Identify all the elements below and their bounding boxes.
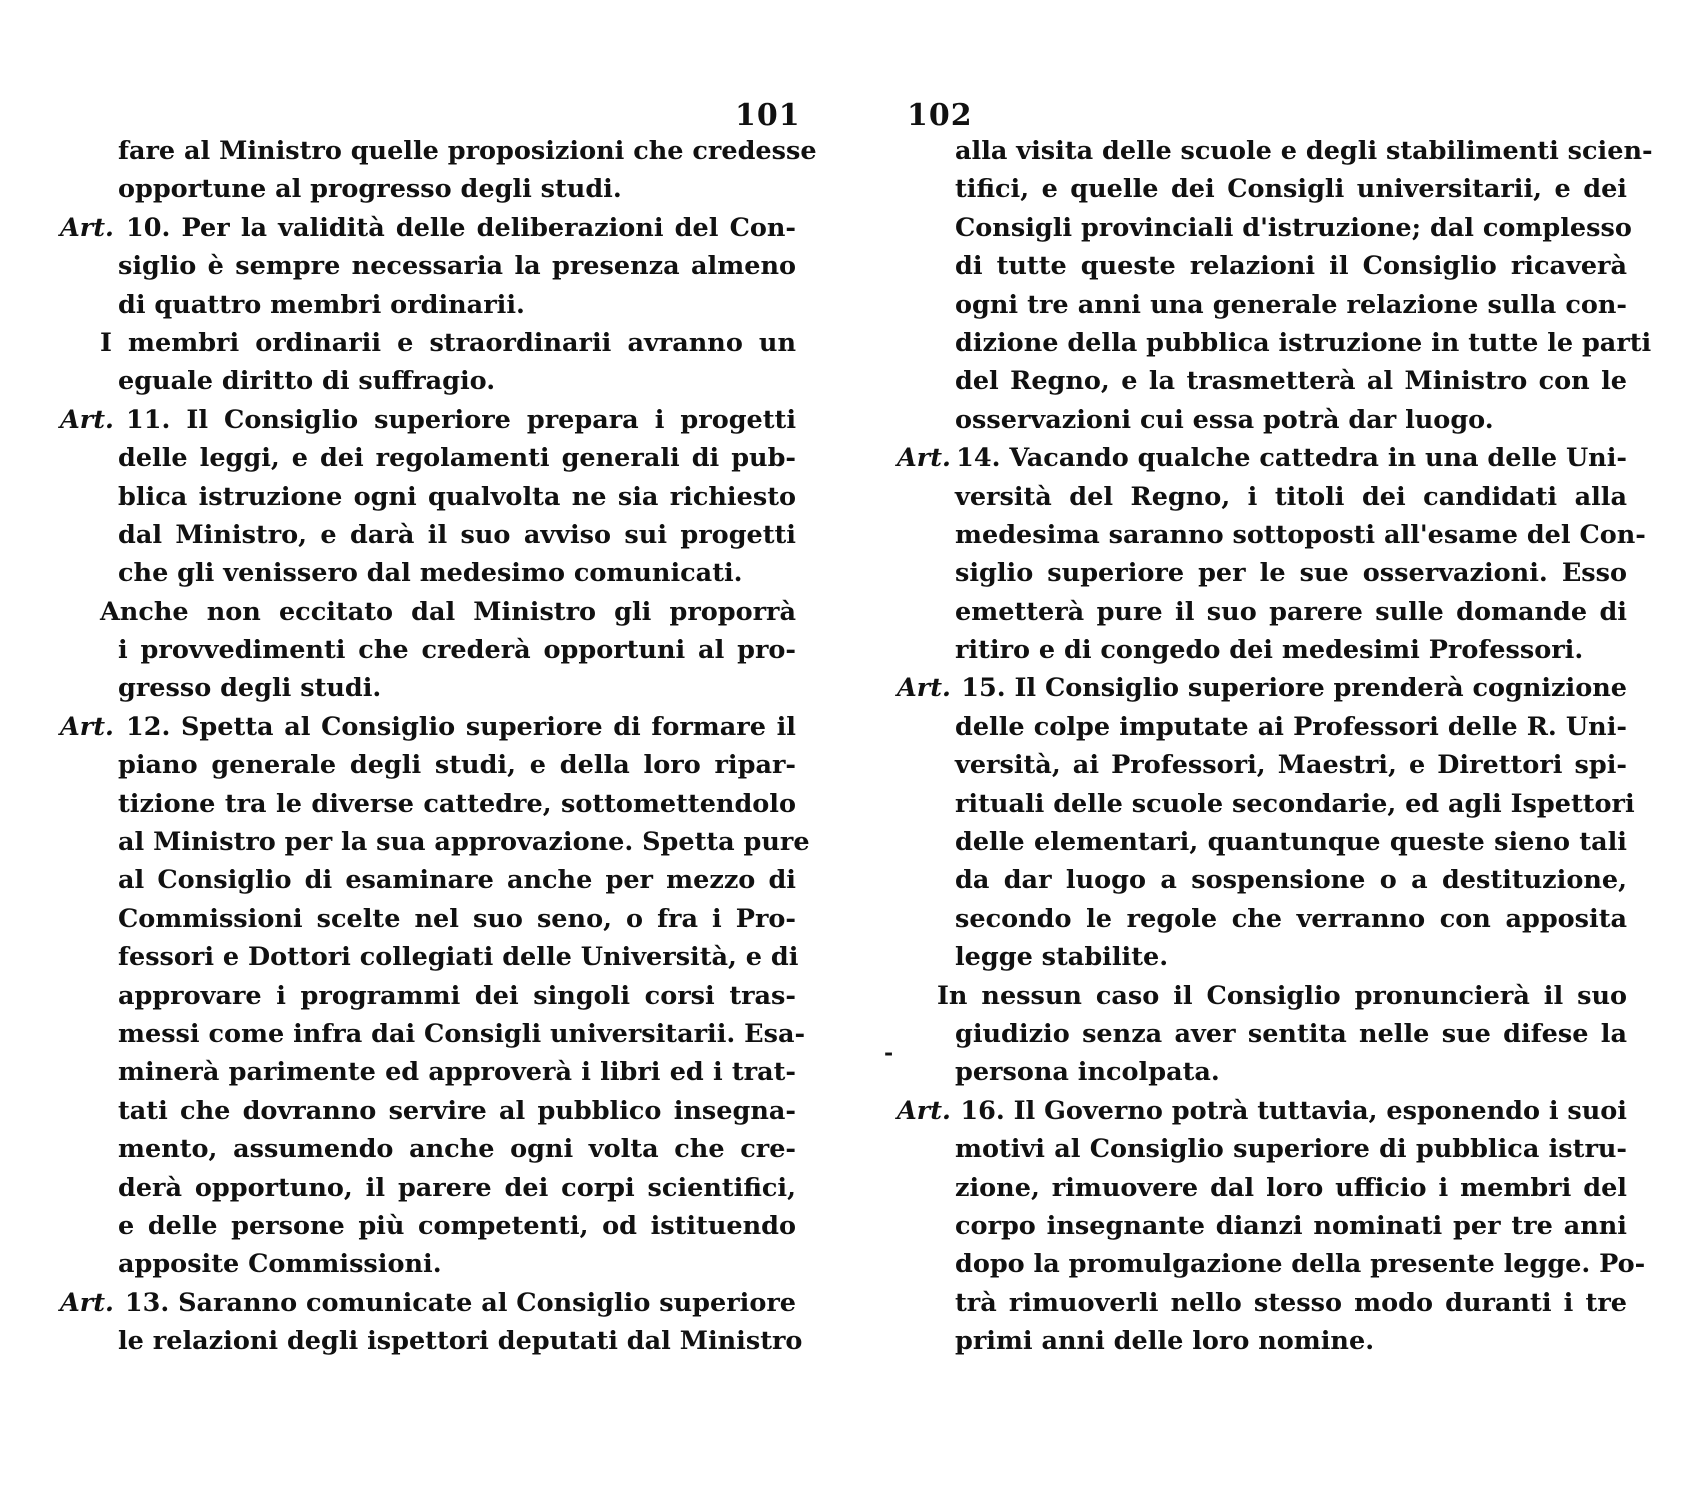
text-line: derà opportuno, il parere dei corpi scientifici,	[118, 1172, 796, 1203]
text-line: delle colpe imputate ai Professori delle R. Uni-	[955, 711, 1627, 742]
text-line: messi come infra dai Consigli universitarii. Esa-	[118, 1018, 806, 1049]
text-line: rituali delle scuole secondarie, ed agli Ispettori	[955, 788, 1635, 819]
page-number: 102	[907, 98, 973, 133]
text-line: osservazioni cui essa potrà dar luogo.	[955, 404, 1494, 435]
text-line: secondo le regole che verranno con apposita	[955, 903, 1627, 934]
text-line: che gli venissero dal medesimo comunicati.	[118, 558, 743, 589]
text-line: ritiro e di congedo dei medesimi Professori.	[955, 635, 1584, 666]
text-line: eguale diritto di suffragio.	[118, 366, 496, 397]
text-line: tati che dovranno servire al pubblico insegna-	[118, 1095, 796, 1126]
text-line	[60, 1284, 796, 1322]
article-text: 10. Per la validità delle deliberazioni del Con-	[126, 212, 796, 243]
text-line: gresso degli studi.	[118, 673, 382, 704]
text-line: versità del Regno, i titoli dei candidati alla	[955, 481, 1627, 512]
text-line: zione, rimuovere dal loro ufficio i membri del	[955, 1172, 1627, 1203]
text-line: fessori e Dottori collegiati delle Università, e di	[118, 942, 799, 973]
text-line: tifici, e quelle dei Consigli universitarii, e dei	[955, 174, 1627, 205]
text-line: approvare i programmi dei singoli corsi tras-	[118, 980, 796, 1011]
text-line: i provvedimenti che crederà opportuni al pro-	[118, 635, 796, 666]
text-line: minerà parimente ed approverà i libri ed i trat-	[118, 1057, 796, 1088]
article-text: 13. Saranno comunicate al Consiglio superiore	[124, 1287, 796, 1318]
text-line: blica istruzione ogni qualvolta ne sia richiesto	[118, 481, 796, 512]
text-line: legge stabilite.	[955, 942, 1169, 973]
text-line: In nessun caso il Consiglio pronuncierà il suo	[937, 980, 1627, 1011]
text-line: dizione della pubblica istruzione in tutte le parti	[955, 327, 1652, 358]
article-label: Art.	[897, 673, 951, 704]
text-line: di quattro membri ordinarii.	[118, 289, 525, 320]
text-line: fare al Ministro quelle proposizioni che credesse	[118, 136, 817, 166]
text-line: emetterà pure il suo parere sulle domande di	[955, 596, 1627, 627]
text-line: tizione tra le diverse cattedre, sottomettendolo	[118, 788, 796, 819]
text-line: piano generale degli studi, e della loro ripar-	[118, 750, 796, 781]
text-line	[60, 401, 796, 439]
article-text: 12. Spetta al Consiglio superiore di formare il	[126, 711, 796, 742]
text-line: persona incolpata.	[955, 1057, 1220, 1088]
text-line: dopo la promulgazione della presente legge. Po-	[955, 1249, 1646, 1280]
text-line	[897, 1092, 1627, 1130]
text-line: ogni tre anni una generale relazione sulla con-	[955, 289, 1627, 320]
article-text: 16. Il Governo potrà tuttavia, esponendo i suoi	[960, 1095, 1627, 1126]
right-page	[849, 0, 1698, 1500]
text-column	[60, 132, 817, 1361]
text-line: apposite Commissioni.	[118, 1249, 442, 1280]
text-line: mento, assumendo anche ogni volta che cre-	[118, 1134, 796, 1165]
text-line: siglio superiore per le sue osservazioni. Esso	[955, 558, 1627, 589]
text-line: delle leggi, e dei regolamenti generali di pub-	[118, 443, 796, 474]
text-line: Anche non eccitato dal Ministro gli proporrà	[100, 596, 796, 627]
text-line: versità, ai Professori, Maestri, e Direttori spi-	[955, 750, 1627, 781]
text-line: Consigli provinciali d'istruzione; dal complesso	[955, 212, 1632, 243]
page-number: 101	[735, 98, 801, 133]
text-line: primi anni delle loro nomine.	[955, 1326, 1375, 1357]
article-label: Art.	[60, 711, 114, 742]
text-line: delle elementari, quantunque queste sieno tali	[955, 827, 1627, 858]
article-label: Art.	[897, 1095, 951, 1126]
article-text: 11. Il Consiglio superiore prepara i progetti	[126, 404, 796, 435]
text-line: I membri ordinarii e straordinarii avranno un	[100, 327, 796, 358]
article-label: Art.	[60, 212, 114, 243]
article-text: 15. Il Consiglio superiore prenderà cognizione	[961, 673, 1627, 704]
text-line: siglio è sempre necessaria la presenza almeno	[118, 251, 796, 282]
text-line: alla visita delle scuole e degli stabilimenti scien-	[955, 136, 1653, 166]
article-label: Art.	[897, 443, 951, 474]
article-text: 14. Vacando qualche cattedra in una delle Uni-	[956, 443, 1627, 474]
text-line	[897, 669, 1627, 707]
text-line: giudizio senza aver sentita nelle sue difese la	[955, 1018, 1627, 1049]
article-label: Art.	[60, 1287, 114, 1318]
text-line: motivi al Consiglio superiore di pubblica istru-	[955, 1134, 1627, 1165]
text-line: dal Ministro, e darà il suo avviso sui progetti	[118, 519, 796, 550]
text-line: da dar luogo a sospensione o a destituzione,	[955, 865, 1627, 896]
text-line: del Regno, e la trasmetterà al Ministro con le	[955, 366, 1627, 397]
text-line	[60, 209, 796, 247]
text-column	[897, 132, 1653, 1361]
text-line: al Consiglio di esaminare anche per mezzo di	[118, 865, 796, 896]
text-line	[897, 439, 1627, 477]
margin-mark: -	[884, 1040, 894, 1066]
article-label: Art.	[60, 404, 114, 435]
text-line: trà rimuoverli nello stesso modo duranti i tre	[955, 1287, 1627, 1318]
text-line: medesima saranno sottoposti all'esame del Con-	[955, 519, 1646, 550]
text-line: al Ministro per la sua approvazione. Spetta pure	[118, 827, 810, 858]
text-line: e delle persone più competenti, od istituendo	[118, 1210, 796, 1241]
text-line	[60, 708, 796, 746]
text-line: le relazioni degli ispettori deputati dal Ministro	[118, 1326, 803, 1357]
text-line: di tutte queste relazioni il Consiglio ricaverà	[955, 251, 1627, 282]
text-line: corpo insegnante dianzi nominati per tre anni	[955, 1210, 1627, 1241]
text-line: Commissioni scelte nel suo seno, o fra i Pro-	[118, 903, 796, 934]
text-line: opportune al progresso degli studi.	[118, 174, 622, 205]
